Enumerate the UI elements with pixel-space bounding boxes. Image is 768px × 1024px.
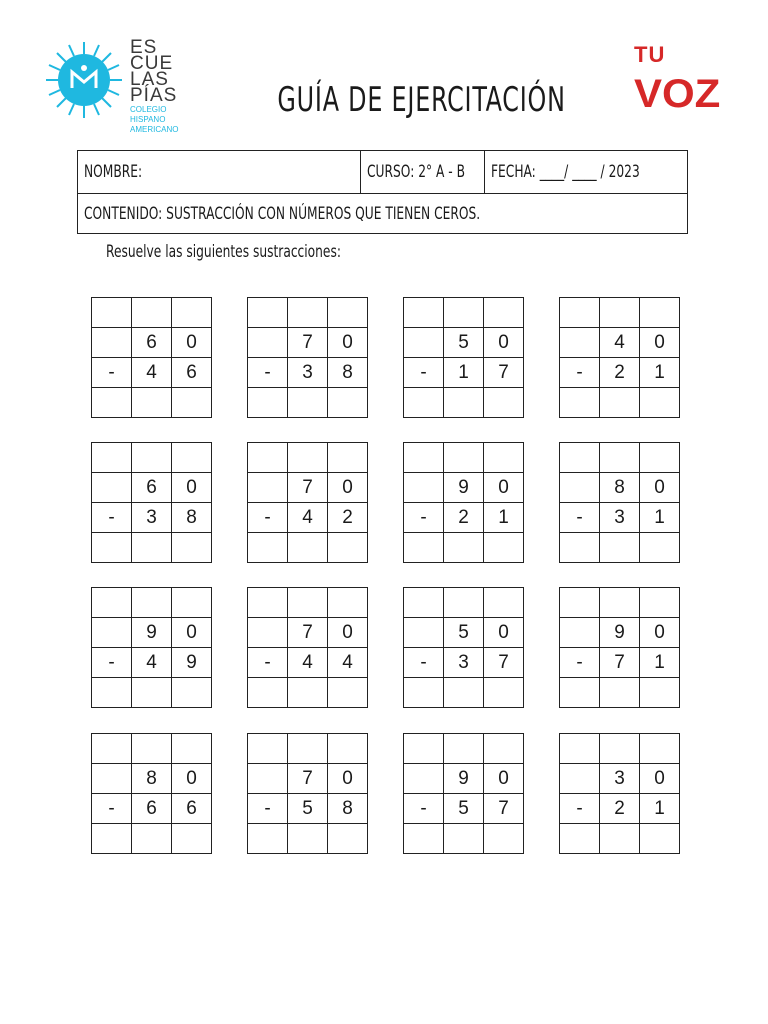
answer-cell[interactable] xyxy=(640,678,680,708)
answer-cell[interactable] xyxy=(328,678,368,708)
subtrahend-row xyxy=(404,648,524,678)
digit-cell: 1 xyxy=(640,794,680,824)
digit-cell: 0 xyxy=(640,764,680,794)
answer-cell[interactable] xyxy=(484,443,524,473)
digit-cell: 0 xyxy=(640,618,680,648)
answer-cell[interactable] xyxy=(600,298,640,328)
minuend-row xyxy=(404,764,524,794)
digit-cell: 7 xyxy=(288,618,328,648)
answer-cell[interactable] xyxy=(484,824,524,854)
answer-cell[interactable] xyxy=(640,588,680,618)
digit-cell: 7 xyxy=(484,648,524,678)
minuend-row xyxy=(560,473,680,503)
minuend-row xyxy=(560,328,680,358)
subtrahend-row xyxy=(560,358,680,388)
minus-sign: - xyxy=(404,358,444,388)
digit-cell: 9 xyxy=(132,618,172,648)
answer-row xyxy=(404,824,524,854)
minuend-row xyxy=(92,328,212,358)
answer-cell[interactable] xyxy=(444,824,484,854)
answer-row xyxy=(404,533,524,563)
answer-cell[interactable] xyxy=(288,824,328,854)
answer-cell[interactable] xyxy=(444,588,484,618)
digit-cell: 0 xyxy=(484,473,524,503)
digit-cell: 2 xyxy=(600,794,640,824)
digit-cell: 1 xyxy=(444,358,484,388)
answer-cell[interactable] xyxy=(328,824,368,854)
answer-cell[interactable] xyxy=(484,734,524,764)
info-row xyxy=(78,151,687,194)
answer-cell[interactable] xyxy=(444,298,484,328)
digit-cell xyxy=(560,473,600,503)
course-label: CURSO: 2° A - B xyxy=(367,162,465,182)
answer-cell[interactable] xyxy=(600,388,640,418)
subtraction-exercise xyxy=(91,733,208,849)
answer-cell[interactable] xyxy=(328,734,368,764)
digit-cell xyxy=(248,764,288,794)
digit-cell: 7 xyxy=(600,648,640,678)
answer-cell[interactable] xyxy=(172,588,212,618)
subtraction-exercise xyxy=(91,587,208,703)
carry-row xyxy=(560,443,680,473)
minus-sign: - xyxy=(248,648,288,678)
answer-cell[interactable] xyxy=(288,678,328,708)
carry-row xyxy=(560,734,680,764)
minuend-row xyxy=(560,764,680,794)
digit-cell: 6 xyxy=(132,328,172,358)
answer-cell[interactable] xyxy=(560,588,600,618)
answer-cell[interactable] xyxy=(444,533,484,563)
answer-cell[interactable] xyxy=(484,588,524,618)
digit-cell: 0 xyxy=(328,328,368,358)
digit-cell: 7 xyxy=(288,328,328,358)
answer-cell[interactable] xyxy=(288,588,328,618)
digit-cell xyxy=(404,328,444,358)
digit-cell xyxy=(560,328,600,358)
answer-cell[interactable] xyxy=(600,533,640,563)
answer-cell[interactable] xyxy=(92,824,132,854)
digit-cell: 6 xyxy=(172,358,212,388)
answer-cell[interactable] xyxy=(248,678,288,708)
answer-cell[interactable] xyxy=(92,734,132,764)
answer-row xyxy=(248,678,368,708)
name-field[interactable] xyxy=(78,151,361,193)
answer-cell[interactable] xyxy=(444,734,484,764)
minus-sign: - xyxy=(560,358,600,388)
answer-cell[interactable] xyxy=(288,388,328,418)
digit-cell: 2 xyxy=(600,358,640,388)
minus-sign: - xyxy=(404,503,444,533)
digit-cell: 6 xyxy=(132,794,172,824)
minus-sign: - xyxy=(248,358,288,388)
answer-cell[interactable] xyxy=(640,824,680,854)
carry-row xyxy=(404,298,524,328)
answer-cell[interactable] xyxy=(248,533,288,563)
answer-cell[interactable] xyxy=(484,678,524,708)
subtraction-exercise xyxy=(559,297,676,413)
digit-cell xyxy=(560,764,600,794)
digit-cell xyxy=(404,764,444,794)
subtrahend-row xyxy=(92,648,212,678)
carry-row xyxy=(248,443,368,473)
digit-cell: 8 xyxy=(600,473,640,503)
content-row xyxy=(78,193,687,235)
answer-cell[interactable] xyxy=(132,588,172,618)
subtraction-exercise xyxy=(559,587,676,703)
answer-cell[interactable] xyxy=(132,734,172,764)
answer-cell[interactable] xyxy=(92,533,132,563)
answer-cell[interactable] xyxy=(172,678,212,708)
subtrahend-row xyxy=(560,503,680,533)
answer-cell[interactable] xyxy=(328,388,368,418)
digit-cell: 3 xyxy=(288,358,328,388)
answer-cell[interactable] xyxy=(172,533,212,563)
answer-cell[interactable] xyxy=(404,588,444,618)
answer-cell[interactable] xyxy=(484,388,524,418)
carry-row xyxy=(404,443,524,473)
subtraction-exercise xyxy=(91,297,208,413)
digit-cell: 8 xyxy=(328,358,368,388)
answer-cell[interactable] xyxy=(172,443,212,473)
digit-cell: 0 xyxy=(172,764,212,794)
subtrahend-row xyxy=(404,503,524,533)
digit-cell: 0 xyxy=(484,618,524,648)
subtraction-exercise xyxy=(403,587,520,703)
digit-cell: 0 xyxy=(640,328,680,358)
digit-cell: 8 xyxy=(132,764,172,794)
carry-row xyxy=(92,734,212,764)
answer-cell[interactable] xyxy=(560,533,600,563)
digit-cell: 0 xyxy=(328,764,368,794)
answer-cell[interactable] xyxy=(404,824,444,854)
answer-row xyxy=(92,533,212,563)
digit-cell xyxy=(92,618,132,648)
answer-cell[interactable] xyxy=(248,824,288,854)
subtraction-exercise xyxy=(403,297,520,413)
answer-cell[interactable] xyxy=(92,588,132,618)
digit-cell: 5 xyxy=(444,794,484,824)
answer-cell[interactable] xyxy=(132,443,172,473)
minus-sign: - xyxy=(92,358,132,388)
digit-cell: 3 xyxy=(132,503,172,533)
minuend-row xyxy=(404,618,524,648)
brand-logo-top: TU xyxy=(634,42,666,67)
answer-row xyxy=(560,678,680,708)
answer-cell[interactable] xyxy=(172,298,212,328)
answer-cell[interactable] xyxy=(560,443,600,473)
answer-cell[interactable] xyxy=(600,678,640,708)
digit-cell: 1 xyxy=(640,358,680,388)
answer-cell[interactable] xyxy=(404,298,444,328)
answer-cell[interactable] xyxy=(92,298,132,328)
minus-sign: - xyxy=(92,648,132,678)
digit-cell: 0 xyxy=(172,473,212,503)
content-field xyxy=(78,193,687,235)
digit-cell: 2 xyxy=(328,503,368,533)
answer-cell[interactable] xyxy=(640,298,680,328)
subtrahend-row xyxy=(404,358,524,388)
minus-sign: - xyxy=(404,648,444,678)
minus-sign: - xyxy=(248,794,288,824)
answer-cell[interactable] xyxy=(248,443,288,473)
carry-row xyxy=(560,588,680,618)
digit-cell: 6 xyxy=(172,794,212,824)
answer-cell[interactable] xyxy=(172,824,212,854)
school-name-line: ES xyxy=(130,37,158,58)
digit-cell: 5 xyxy=(444,618,484,648)
minuend-row xyxy=(248,328,368,358)
digit-cell: 0 xyxy=(484,328,524,358)
digit-cell: 0 xyxy=(172,618,212,648)
answer-cell[interactable] xyxy=(92,443,132,473)
answer-cell[interactable] xyxy=(404,443,444,473)
minuend-row xyxy=(404,473,524,503)
answer-cell[interactable] xyxy=(132,298,172,328)
school-name-line: LAS xyxy=(130,69,169,90)
school-sub-line: HISPANO xyxy=(130,115,166,124)
answer-row xyxy=(248,533,368,563)
digit-cell: 6 xyxy=(132,473,172,503)
minuend-row xyxy=(248,618,368,648)
subtraction-exercise xyxy=(559,442,676,558)
answer-cell[interactable] xyxy=(484,298,524,328)
digit-cell: 0 xyxy=(484,764,524,794)
answer-cell[interactable] xyxy=(404,533,444,563)
subtrahend-row xyxy=(92,794,212,824)
brand-logo-bottom: VOZ xyxy=(633,72,721,116)
digit-cell xyxy=(404,473,444,503)
carry-row xyxy=(248,298,368,328)
minus-sign: - xyxy=(92,503,132,533)
answer-row xyxy=(560,824,680,854)
answer-row xyxy=(248,824,368,854)
answer-row xyxy=(560,533,680,563)
answer-cell[interactable] xyxy=(640,533,680,563)
student-info-box xyxy=(77,150,688,234)
subtraction-exercise xyxy=(247,297,364,413)
answer-cell[interactable] xyxy=(444,678,484,708)
minuend-row xyxy=(248,473,368,503)
school-name-line: PÍAS xyxy=(130,85,178,106)
answer-cell[interactable] xyxy=(132,678,172,708)
school-name xyxy=(130,37,179,134)
digit-cell: 4 xyxy=(288,503,328,533)
digit-cell: 0 xyxy=(640,473,680,503)
answer-cell[interactable] xyxy=(288,734,328,764)
digit-cell: 0 xyxy=(328,618,368,648)
digit-cell: 5 xyxy=(288,794,328,824)
minus-sign: - xyxy=(404,794,444,824)
digit-cell xyxy=(92,328,132,358)
subtraction-exercise xyxy=(559,733,676,849)
digit-cell: 7 xyxy=(484,358,524,388)
carry-row xyxy=(92,443,212,473)
answer-cell[interactable] xyxy=(132,533,172,563)
page-title: GUÍA DE EJERCITACIÓN xyxy=(277,80,566,120)
digit-cell: 1 xyxy=(484,503,524,533)
digit-cell: 3 xyxy=(600,503,640,533)
minuend-row xyxy=(92,618,212,648)
subtrahend-row xyxy=(248,358,368,388)
name-label: NOMBRE: xyxy=(84,162,143,182)
answer-cell[interactable] xyxy=(248,298,288,328)
digit-cell: 0 xyxy=(172,328,212,358)
answer-row xyxy=(404,388,524,418)
digit-cell: 9 xyxy=(172,648,212,678)
minuend-row xyxy=(404,328,524,358)
brand-logo xyxy=(630,42,720,122)
subtrahend-row xyxy=(404,794,524,824)
date-label: FECHA: ____/ ____ / 2023 xyxy=(491,162,640,182)
date-field[interactable] xyxy=(485,151,687,193)
answer-cell[interactable] xyxy=(404,734,444,764)
minus-sign: - xyxy=(248,503,288,533)
answer-cell[interactable] xyxy=(600,734,640,764)
answer-cell[interactable] xyxy=(560,678,600,708)
answer-cell[interactable] xyxy=(640,388,680,418)
digit-cell: 9 xyxy=(600,618,640,648)
digit-cell: 3 xyxy=(444,648,484,678)
carry-row xyxy=(404,588,524,618)
minuend-row xyxy=(92,473,212,503)
answer-cell[interactable] xyxy=(92,678,132,708)
minuend-row xyxy=(248,764,368,794)
instructions: Resuelve las siguientes sustracciones: xyxy=(106,242,341,262)
answer-cell[interactable] xyxy=(328,588,368,618)
answer-cell[interactable] xyxy=(560,388,600,418)
carry-row xyxy=(248,734,368,764)
digit-cell xyxy=(92,473,132,503)
digit-cell xyxy=(92,764,132,794)
carry-row xyxy=(248,588,368,618)
subtraction-exercise xyxy=(91,442,208,558)
subtrahend-row xyxy=(248,648,368,678)
carry-row xyxy=(404,734,524,764)
answer-cell[interactable] xyxy=(92,388,132,418)
answer-cell[interactable] xyxy=(248,734,288,764)
answer-cell[interactable] xyxy=(600,443,640,473)
answer-cell[interactable] xyxy=(288,298,328,328)
answer-cell[interactable] xyxy=(132,388,172,418)
digit-cell: 8 xyxy=(172,503,212,533)
answer-cell[interactable] xyxy=(172,388,212,418)
digit-cell xyxy=(248,473,288,503)
answer-cell[interactable] xyxy=(132,824,172,854)
subtraction-exercise xyxy=(247,587,364,703)
school-sub-line: AMERICANO xyxy=(130,125,179,134)
digit-cell: 4 xyxy=(328,648,368,678)
answer-row xyxy=(92,824,212,854)
answer-cell[interactable] xyxy=(560,734,600,764)
minuend-row xyxy=(92,764,212,794)
carry-row xyxy=(92,588,212,618)
sun-emblem-icon xyxy=(44,40,124,120)
answer-row xyxy=(404,678,524,708)
subtrahend-row xyxy=(248,503,368,533)
carry-row xyxy=(560,298,680,328)
digit-cell: 7 xyxy=(288,473,328,503)
answer-cell[interactable] xyxy=(444,443,484,473)
answer-cell[interactable] xyxy=(172,734,212,764)
answer-cell[interactable] xyxy=(288,443,328,473)
course-field xyxy=(361,151,485,193)
answer-cell[interactable] xyxy=(288,533,328,563)
digit-cell: 9 xyxy=(444,473,484,503)
digit-cell: 7 xyxy=(484,794,524,824)
school-name-line: CUE xyxy=(130,53,174,74)
answer-cell[interactable] xyxy=(248,388,288,418)
subtrahend-row xyxy=(560,648,680,678)
answer-cell[interactable] xyxy=(404,678,444,708)
minus-sign: - xyxy=(92,794,132,824)
answer-cell[interactable] xyxy=(640,443,680,473)
school-sub-line: COLEGIO xyxy=(130,105,167,114)
subtrahend-row xyxy=(560,794,680,824)
digit-cell: 0 xyxy=(328,473,368,503)
subtraction-exercise xyxy=(403,733,520,849)
school-logo xyxy=(44,37,194,140)
answer-row xyxy=(92,678,212,708)
subtrahend-row xyxy=(248,794,368,824)
digit-cell: 2 xyxy=(444,503,484,533)
minuend-row xyxy=(560,618,680,648)
digit-cell: 4 xyxy=(132,358,172,388)
digit-cell: 5 xyxy=(444,328,484,358)
minus-sign: - xyxy=(560,794,600,824)
subtrahend-row xyxy=(92,503,212,533)
digit-cell xyxy=(560,618,600,648)
subtrahend-row xyxy=(92,358,212,388)
carry-row xyxy=(92,298,212,328)
digit-cell: 4 xyxy=(132,648,172,678)
digit-cell: 1 xyxy=(640,503,680,533)
subtraction-exercise xyxy=(247,733,364,849)
answer-cell[interactable] xyxy=(600,824,640,854)
digit-cell: 8 xyxy=(328,794,368,824)
digit-cell: 7 xyxy=(288,764,328,794)
answer-row xyxy=(560,388,680,418)
digit-cell xyxy=(248,328,288,358)
content-label: CONTENIDO: SUSTRACCIÓN CON NÚMEROS QUE TIENEN CEROS. xyxy=(84,204,481,224)
answer-cell[interactable] xyxy=(560,298,600,328)
answer-cell[interactable] xyxy=(248,588,288,618)
answer-row xyxy=(92,388,212,418)
answer-cell[interactable] xyxy=(404,388,444,418)
answer-row xyxy=(248,388,368,418)
subtraction-exercise xyxy=(247,442,364,558)
digit-cell: 9 xyxy=(444,764,484,794)
answer-cell[interactable] xyxy=(484,533,524,563)
digit-cell: 1 xyxy=(640,648,680,678)
answer-cell[interactable] xyxy=(328,443,368,473)
answer-cell[interactable] xyxy=(328,298,368,328)
digit-cell xyxy=(404,618,444,648)
answer-cell[interactable] xyxy=(560,824,600,854)
digit-cell: 4 xyxy=(288,648,328,678)
subtraction-exercise xyxy=(403,442,520,558)
answer-cell[interactable] xyxy=(600,588,640,618)
minus-sign: - xyxy=(560,648,600,678)
answer-cell[interactable] xyxy=(444,388,484,418)
answer-cell[interactable] xyxy=(640,734,680,764)
digit-cell xyxy=(248,618,288,648)
minus-sign: - xyxy=(560,503,600,533)
digit-cell: 4 xyxy=(600,328,640,358)
digit-cell: 3 xyxy=(600,764,640,794)
answer-cell[interactable] xyxy=(328,533,368,563)
